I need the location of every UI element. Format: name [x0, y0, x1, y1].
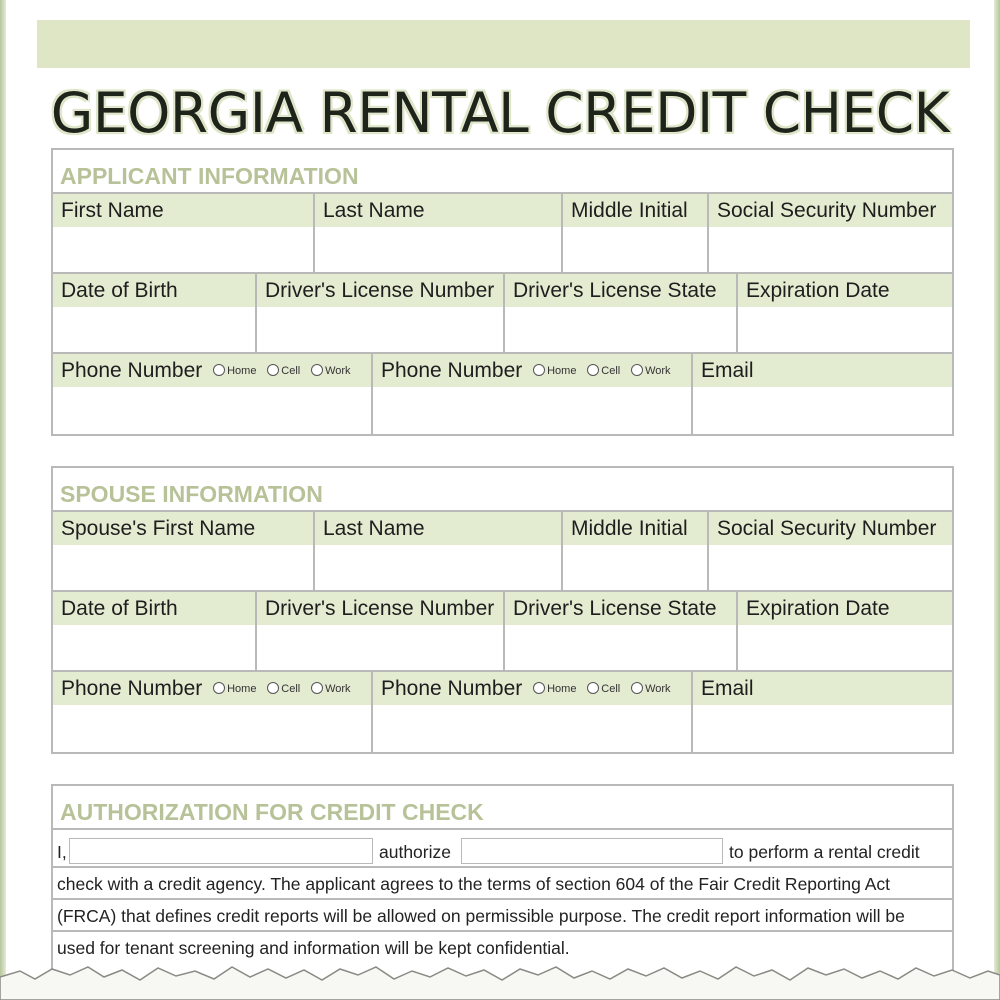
field-label: Middle Initial — [563, 512, 707, 545]
spouse-last-name-field[interactable] — [315, 512, 563, 592]
radio-label: Work — [325, 682, 351, 695]
radio-label: Work — [645, 682, 671, 695]
spouse-email-field[interactable] — [693, 672, 952, 752]
radio-label: Cell — [281, 364, 301, 377]
applicant-name-input[interactable] — [69, 838, 373, 864]
radio-work-icon[interactable] — [631, 364, 643, 376]
field-label: Social Security Number — [709, 194, 952, 227]
radio-label: Home — [227, 682, 257, 695]
first-name-input[interactable] — [53, 227, 313, 272]
field-label: First Name — [53, 194, 313, 227]
field-label: Email — [693, 672, 952, 705]
radio-work-icon[interactable] — [631, 682, 643, 694]
phone-label: Phone Number — [61, 359, 203, 382]
spouse-dl-number-input[interactable] — [257, 625, 503, 670]
spouse-dl-number-field[interactable] — [257, 592, 505, 672]
phone-label: Phone Number — [381, 677, 523, 700]
radio-label: Work — [645, 364, 671, 377]
radio-label: Cell — [281, 682, 301, 695]
section-heading: AUTHORIZATION FOR CREDIT CHECK — [53, 786, 952, 830]
field-label: Driver's License State — [505, 592, 736, 625]
field-label — [373, 672, 691, 705]
spouse-row-name — [53, 512, 952, 592]
dl-number-field[interactable] — [257, 274, 505, 354]
radio-label: Home — [227, 364, 257, 377]
authorization-line-2: check with a credit agency. The applicant agrees to the terms of section 604 of the Fair Credit Reporting Act — [53, 868, 952, 900]
radio-home-icon[interactable] — [533, 682, 545, 694]
field-label: Social Security Number — [709, 512, 952, 545]
landlord-name-input[interactable] — [461, 838, 723, 864]
dl-state-field[interactable] — [505, 274, 738, 354]
expiration-field[interactable] — [738, 274, 952, 354]
authorization-section — [51, 784, 954, 984]
phone1-input[interactable] — [53, 387, 371, 434]
field-label: Expiration Date — [738, 274, 952, 307]
field-label: Spouse's First Name — [53, 512, 313, 545]
field-label: Last Name — [315, 194, 561, 227]
spouse-row-license — [53, 592, 952, 672]
auth-authorize-label: authorize — [379, 842, 451, 862]
phone-label: Phone Number — [381, 359, 523, 382]
spouse-dob-field[interactable] — [53, 592, 257, 672]
header-band — [37, 20, 970, 68]
spouse-dl-state-input[interactable] — [505, 625, 736, 670]
auth-i-label: I, — [57, 842, 67, 862]
radio-work-icon[interactable] — [311, 682, 323, 694]
spouse-email-input[interactable] — [693, 705, 952, 752]
spouse-phone1-field[interactable] — [53, 672, 373, 752]
spouse-middle-initial-input[interactable] — [563, 545, 707, 590]
spouse-expiration-field[interactable] — [738, 592, 952, 672]
dob-field[interactable] — [53, 274, 257, 354]
section-heading: SPOUSE INFORMATION — [53, 468, 952, 512]
spouse-row-contact — [53, 672, 952, 752]
spouse-phone2-input[interactable] — [373, 705, 691, 752]
radio-cell-icon[interactable] — [587, 364, 599, 376]
email-input[interactable] — [693, 387, 952, 434]
field-label: Driver's License State — [505, 274, 736, 307]
spouse-section — [51, 466, 954, 754]
middle-initial-field[interactable] — [563, 194, 709, 274]
field-label: Driver's License Number — [257, 592, 503, 625]
middle-initial-input[interactable] — [563, 227, 707, 272]
field-label: Middle Initial — [563, 194, 707, 227]
section-heading: APPLICANT INFORMATION — [53, 150, 952, 194]
torn-edge-shape — [0, 967, 1000, 1000]
radio-label: Cell — [601, 682, 621, 695]
authorization-line-1 — [53, 836, 952, 868]
spouse-dob-input[interactable] — [53, 625, 255, 670]
dob-input[interactable] — [53, 307, 255, 352]
radio-label: Cell — [601, 364, 621, 377]
spouse-first-name-field[interactable] — [53, 512, 315, 592]
field-label: Email — [693, 354, 952, 387]
field-label: Expiration Date — [738, 592, 952, 625]
email-field[interactable] — [693, 354, 952, 434]
field-label: Driver's License Number — [257, 274, 503, 307]
spouse-first-name-input[interactable] — [53, 545, 313, 590]
page-title: GEORGIA RENTAL CREDIT CHECK — [50, 81, 950, 145]
expiration-input[interactable] — [738, 307, 952, 352]
last-name-field[interactable] — [315, 194, 563, 274]
field-label: Last Name — [315, 512, 561, 545]
torn-edge — [0, 955, 1000, 1000]
ssn-input[interactable] — [709, 227, 952, 272]
phone1-field[interactable] — [53, 354, 373, 434]
radio-home-icon[interactable] — [213, 682, 225, 694]
spouse-last-name-input[interactable] — [315, 545, 561, 590]
field-label — [53, 672, 371, 705]
last-name-input[interactable] — [315, 227, 561, 272]
phone-label: Phone Number — [61, 677, 203, 700]
applicant-section — [51, 148, 954, 436]
spouse-ssn-field[interactable] — [709, 512, 952, 592]
phone2-field[interactable] — [373, 354, 693, 434]
field-label: Date of Birth — [53, 592, 255, 625]
spouse-expiration-input[interactable] — [738, 625, 952, 670]
auth-to-perform-label: to perform a rental credit — [729, 842, 920, 862]
field-label: Date of Birth — [53, 274, 255, 307]
applicant-row-name — [53, 194, 952, 274]
field-label — [53, 354, 371, 387]
spouse-dl-state-field[interactable] — [505, 592, 738, 672]
authorization-line-4: used for tenant screening and information will be kept confidential. — [57, 938, 570, 958]
radio-work-icon[interactable] — [311, 364, 323, 376]
radio-label: Work — [325, 364, 351, 377]
dl-state-input[interactable] — [505, 307, 736, 352]
radio-cell-icon[interactable] — [267, 364, 279, 376]
radio-cell-icon[interactable] — [587, 682, 599, 694]
spouse-phone2-field[interactable] — [373, 672, 693, 752]
applicant-row-contact — [53, 354, 952, 434]
page-edge-right — [994, 0, 1000, 1000]
first-name-field[interactable] — [53, 194, 315, 274]
spouse-phone1-input[interactable] — [53, 705, 371, 752]
spouse-middle-initial-field[interactable] — [563, 512, 709, 592]
dl-number-input[interactable] — [257, 307, 503, 352]
radio-home-icon[interactable] — [533, 364, 545, 376]
radio-label: Home — [547, 364, 577, 377]
authorization-line-3: (FRCA) that defines credit reports will be allowed on permissible purpose. The credit report information will be — [53, 900, 952, 932]
radio-home-icon[interactable] — [213, 364, 225, 376]
applicant-row-license — [53, 274, 952, 354]
ssn-field[interactable] — [709, 194, 952, 274]
radio-cell-icon[interactable] — [267, 682, 279, 694]
page-edge-left — [0, 0, 6, 1000]
field-label — [373, 354, 691, 387]
radio-label: Home — [547, 682, 577, 695]
spouse-ssn-input[interactable] — [709, 545, 952, 590]
phone2-input[interactable] — [373, 387, 691, 434]
